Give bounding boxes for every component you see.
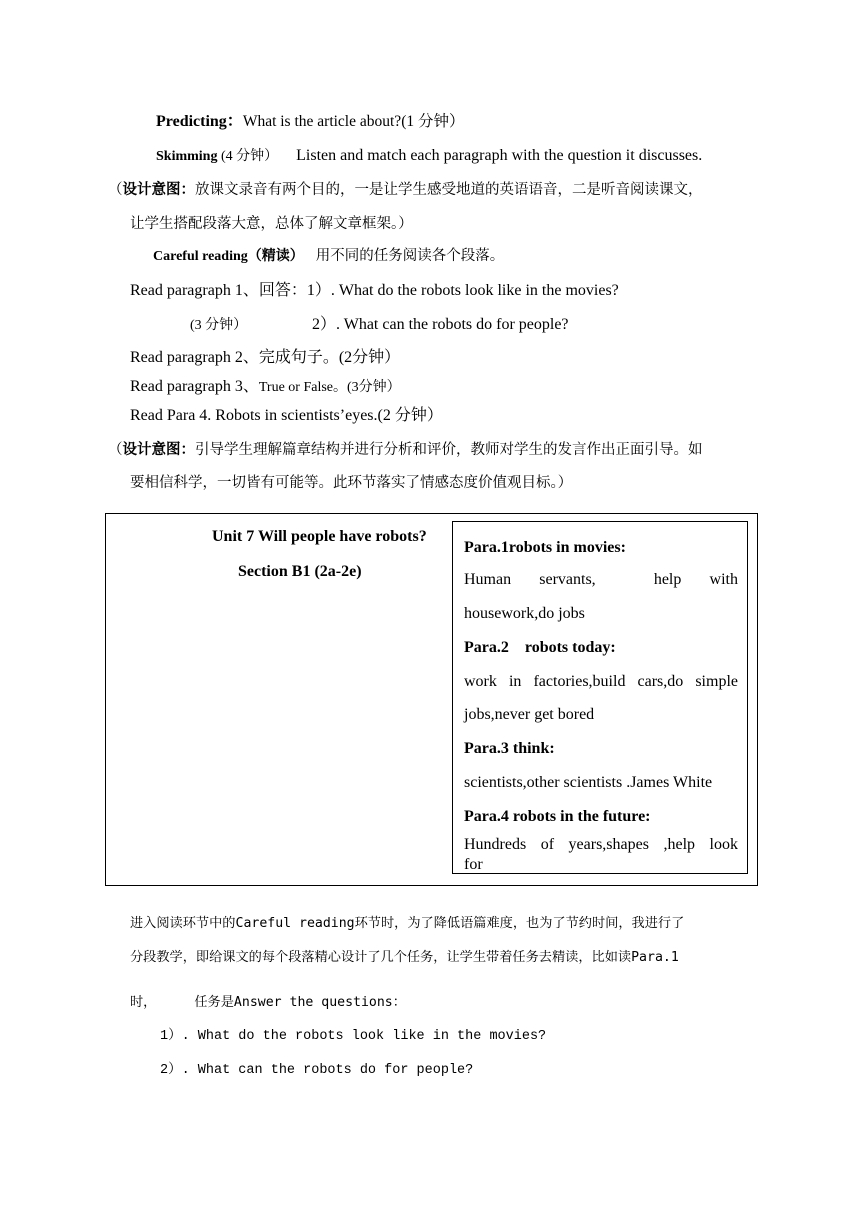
para-1-word: Human — [464, 571, 512, 588]
skimming-text: Listen and match each paragraph with the question it discusses. — [296, 147, 703, 164]
para-4-word: Hundreds — [464, 836, 527, 853]
skimming-label: Skimming — [156, 149, 218, 164]
para-2-word: factories,build — [533, 673, 626, 690]
design-note-2-line-b: 要相信科学，一切皆有可能等。此环节落实了情感态度价值观目标。） — [130, 475, 573, 491]
para-2-line-2: jobs,never get bored — [464, 706, 595, 723]
para-2-word: cars,do — [637, 673, 684, 690]
read-paragraph-3-a: Read paragraph 3、 — [130, 378, 259, 395]
para-4-line-2: for — [464, 856, 483, 873]
design-note-1-line-a — [108, 180, 703, 200]
careful-reading-label: Careful reading（精读） — [153, 249, 304, 264]
para-4-word: years,shapes — [568, 836, 649, 853]
design-note-2-open: （ — [108, 442, 123, 458]
para-2-word: work — [464, 673, 497, 690]
read-paragraph-1-question-2: 2）. What can the robots do for people? — [312, 316, 569, 333]
para-3-heading: Para.3 think: — [464, 740, 555, 757]
read-paragraph-4: Read Para 4. Robots in scientists’eyes.(2 分钟） — [130, 407, 443, 424]
para-2-line-1 — [464, 672, 738, 692]
predicting-text: What is the article about?(1 分钟） — [242, 113, 465, 130]
para-1-line-1 — [464, 570, 738, 590]
para-1-word: help — [653, 571, 682, 588]
read-paragraph-1: Read paragraph 1、回答：1）. What do the robots look like in the movies? — [130, 282, 619, 299]
question-2: 2）. What can the robots do for people? — [160, 1063, 474, 1078]
skimming-time: (4 分钟） — [217, 149, 279, 164]
read-paragraph-3 — [130, 377, 401, 398]
body-paragraph-line-1: 进入阅读环节中的Careful reading环节时，为了降低语篇难度，也为了节约时间，我进行了 — [130, 916, 685, 931]
para-1-heading: Para.1robots in movies: — [464, 539, 626, 556]
board-section: Section B1 (2a-2e) — [238, 563, 362, 580]
read-paragraph-1-time: (3 分钟） — [190, 318, 248, 333]
para-1-word: servants, — [539, 571, 596, 588]
predicting-label: Predicting： — [156, 113, 243, 130]
paragraph-summary-box — [452, 521, 748, 874]
para-2-heading: Para.2 robots today: — [464, 639, 616, 656]
para-4-word: look — [709, 836, 738, 853]
para-4-word: ,help — [663, 836, 696, 853]
para-3-line-1: scientists,other scientists .James White — [464, 774, 713, 791]
careful-reading-text: 用不同的任务阅读各个段落。 — [315, 248, 505, 264]
para-2-word: in — [508, 673, 522, 690]
design-note-1-open: （ — [108, 182, 123, 198]
skimming-line — [156, 146, 702, 167]
body-paragraph-line-3-b: 任务是Answer the questions： — [194, 995, 406, 1010]
body-paragraph-line-2: 分段教学，即给课文的每个段落精心设计了几个任务，让学生带着任务去精读，比如读Para.1 — [130, 950, 679, 965]
para-1-line-2: housework,do jobs — [464, 605, 585, 622]
body-paragraph-line-3 — [130, 993, 406, 1013]
design-note-2-label: 设计意图： — [122, 442, 195, 458]
design-note-1-text-a: 放课文录音有两个目的，一是让学生感受地道的英语语音，二是听音阅读课文， — [195, 182, 703, 198]
read-paragraph-3-b: True or False。(3分钟） — [258, 380, 401, 395]
design-note-1-line-b: 让学生搭配段落大意，总体了解文章框架。） — [130, 216, 413, 232]
careful-reading-line — [153, 246, 504, 267]
para-4-line-1 — [464, 835, 738, 855]
para-4-heading: Para.4 robots in the future: — [464, 808, 651, 825]
board-title: Unit 7 Will people have robots? — [212, 528, 427, 545]
para-1-word: with — [709, 571, 738, 588]
para-2-word: simple — [695, 673, 738, 690]
design-note-2-text-a: 引导学生理解篇章结构并进行分析和评价，教师对学生的发言作出正面引导。如 — [195, 442, 703, 458]
predicting-line — [156, 112, 464, 132]
design-note-2-line-a — [108, 440, 703, 460]
read-paragraph-2: Read paragraph 2、完成句子。(2分钟） — [130, 349, 401, 366]
para-4-word: of — [540, 836, 555, 853]
question-1: 1）. What do the robots look like in the movies? — [160, 1029, 547, 1044]
design-note-1-label: 设计意图： — [122, 182, 195, 198]
body-paragraph-line-3-a: 时， — [130, 995, 157, 1010]
